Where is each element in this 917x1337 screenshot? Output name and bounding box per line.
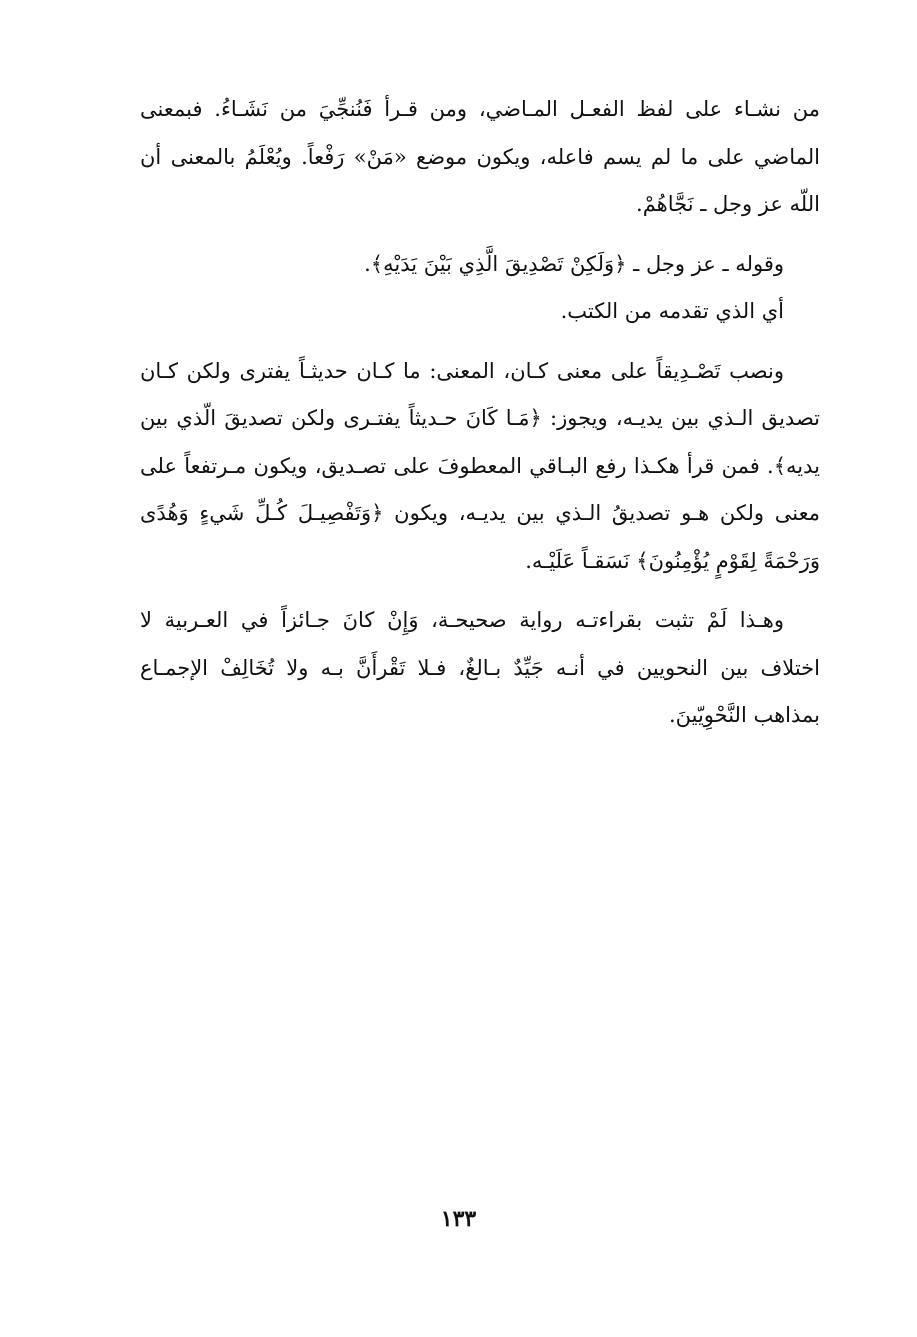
paragraph-1: من نشـاء على لفظ الفعـل المـاضي، ومن قـرأ فَنُنجِّيَ من نَشَـاءُ. فبمعنى الماضي على ما لم يسم فاعله، ويكون موضع «مَنْ» رَفْعاً. ويُعْلَمُ بالمعنى أن اللّه عز وجل ـ نَجَّاهُمْ. [140, 97, 820, 216]
paragraph-3: أي الذي تقدمه من الكتب. [560, 299, 784, 323]
body-text [140, 86, 820, 740]
paragraph-2-quran-quote: وقوله ـ عز وجل ـ ﴿وَلَكِنْ تَصْدِيقَ الَّذِي بَيْنَ يَدَيْهِ﴾. [364, 251, 784, 276]
page-number: ١٣٣ [440, 1206, 477, 1232]
paragraph-5: وهـذا لَمْ تثبت بقراءتـه رواية صحيحـة، وَإِنْ كانَ جـائزاً في العـربية لا اختلاف بين النحويين في أنـه جَيِّدٌ بـالغٌ، فـلا تَقْرأَنَّ بـه ولا تُخَالِفْ الإجمـاع بمذاهب النَّحْوِيّينَ. [140, 608, 820, 727]
paragraph-4: ونصب تَصْـدِيقاً على معنى كـان، المعنى: ما كـان حديثـاً يفترى ولكن كـان تصديق الـذي بين يديـه، ويجوز: ﴿مَـا كَانَ حـديثاً يفتـرى ولكن تصديقَ الّذي بين يديه﴾. فمن قرأ هكـذا رفع البـاقي المعطوفَ على تصـديق، ويكون مـرتفعاً على معنى ولكن هـو تصديقُ الـذي بين يديـه، ويكون ﴿وَتَفْصِيـلَ كُـلِّ شَيءٍ وَهُدًى وَرَحْمَةً لِقَوْمٍ يُؤْمِنُونَ﴾ نَسَقـاً عَلَيْـه. [140, 358, 820, 573]
